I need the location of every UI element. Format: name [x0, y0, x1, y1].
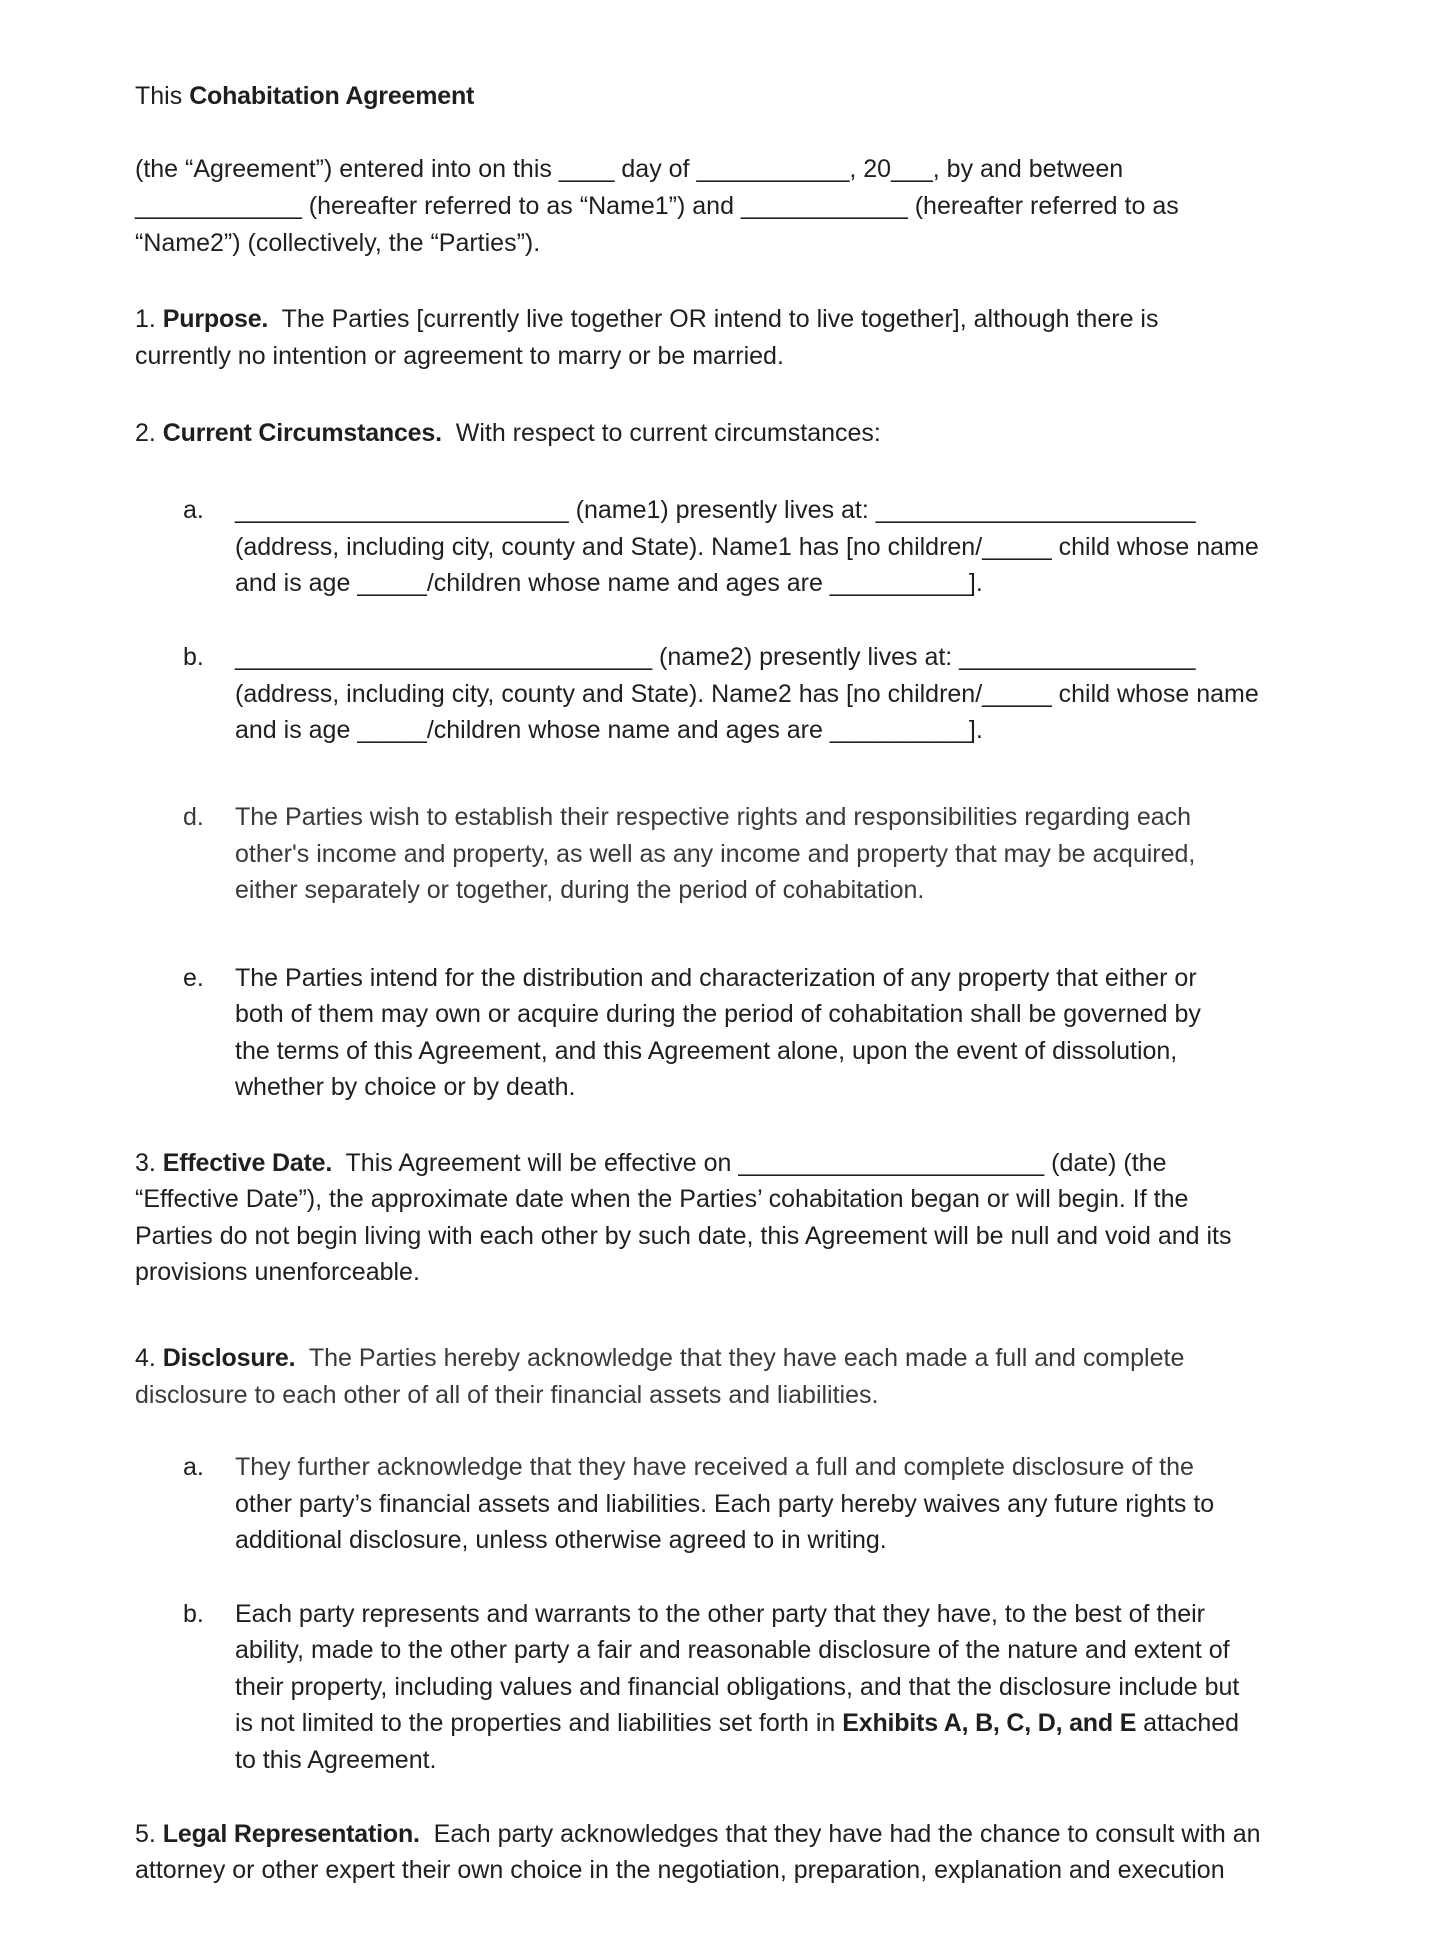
item-2e-line: whether by choice or by death. — [235, 1073, 576, 1101]
document-title: This Cohabitation Agreement — [135, 82, 475, 110]
item-2e-line: both of them may own or acquire during the period of cohabitation shall be governed by — [235, 1000, 1201, 1028]
item-4a-line: other party’s financial assets and liabilities. Each party hereby waives any future rights to — [235, 1490, 1215, 1518]
item-2e-line: the terms of this Agreement, and this Agreement alone, upon the event of dissolution, — [235, 1037, 1178, 1065]
item-4a-line: They further acknowledge that they have received a full and complete disclosure of the — [235, 1453, 1194, 1481]
item-2a-line: ________________________ (name1) presently lives at: _______________________ — [235, 496, 1196, 524]
item-2b-line: (address, including city, county and State). Name2 has [no children/_____ child whose name — [235, 680, 1259, 708]
intro-line: “Name2”) (collectively, the “Parties”). — [135, 229, 541, 257]
exhibits-reference: Exhibits A, B, C, D, and E — [842, 1709, 1137, 1737]
item-marker: a. — [183, 496, 204, 524]
item-2a-line: and is age _____/children whose name and ages are __________]. — [235, 569, 983, 597]
item-2d-line: other's income and property, as well as any income and property that may be acquired, — [235, 840, 1196, 868]
section-3-line: Parties do not begin living with each other by such date, this Agreement will be null and void and its — [135, 1222, 1232, 1250]
section-1-line: currently no intention or agreement to marry or be married. — [135, 342, 784, 370]
item-marker: a. — [183, 1453, 204, 1481]
item-4b-line: is not limited to the properties and liabilities set forth in Exhibits A, B, C, D, and E attached — [235, 1709, 1240, 1737]
item-marker: d. — [183, 803, 204, 831]
section-4-disclosure: 4. Disclosure. The Parties hereby acknowledge that they have each made a full and complete — [135, 1344, 1185, 1372]
item-2d-line: The Parties wish to establish their respective rights and responsibilities regarding each — [235, 803, 1192, 831]
section-3-line: provisions unenforceable. — [135, 1258, 420, 1286]
item-4a-line: additional disclosure, unless otherwise agreed to in writing. — [235, 1526, 887, 1554]
intro-line: (the “Agreement”) entered into on this ____ day of ___________, 20___, by and between — [135, 155, 1124, 183]
item-marker: e. — [183, 964, 204, 992]
item-2b-line: and is age _____/children whose name and ages are __________]. — [235, 716, 983, 744]
section-5-legal-representation: 5. Legal Representation. Each party acknowledges that they have had the chance to consult with an — [135, 1820, 1261, 1848]
item-4b-line: to this Agreement. — [235, 1746, 437, 1774]
intro-line: ____________ (hereafter referred to as “Name1”) and ____________ (hereafter referred to as — [135, 192, 1179, 220]
section-5-line: attorney or other expert their own choice in the negotiation, preparation, explanation and execution — [135, 1856, 1225, 1884]
item-2d-line: either separately or together, during the period of cohabitation. — [235, 876, 925, 904]
item-4b-line: Each party represents and warrants to the other party that they have, to the best of their — [235, 1600, 1205, 1628]
section-4-line: disclosure to each other of all of their financial assets and liabilities. — [135, 1381, 879, 1409]
item-marker: b. — [183, 1600, 204, 1628]
item-2e-line: The Parties intend for the distribution and characterization of any property that either or — [235, 964, 1197, 992]
item-4b-line: their property, including values and financial obligations, and that the disclosure include but — [235, 1673, 1240, 1701]
section-1-purpose: 1. Purpose. The Parties [currently live together OR intend to live together], although there is — [135, 305, 1159, 333]
section-3-line: “Effective Date”), the approximate date when the Parties’ cohabitation began or will begin. If the — [135, 1185, 1189, 1213]
item-4b-line: ability, made to the other party a fair and reasonable disclosure of the nature and extent of — [235, 1636, 1230, 1664]
item-marker: b. — [183, 643, 204, 671]
item-2a-line: (address, including city, county and State). Name1 has [no children/_____ child whose name — [235, 533, 1259, 561]
section-2-current-circumstances: 2. Current Circumstances. With respect to current circumstances: — [135, 419, 881, 447]
section-3-effective-date: 3. Effective Date. This Agreement will be effective on ______________________ (date) (the — [135, 1149, 1167, 1177]
item-2b-line: ______________________________ (name2) presently lives at: _________________ — [235, 643, 1196, 671]
